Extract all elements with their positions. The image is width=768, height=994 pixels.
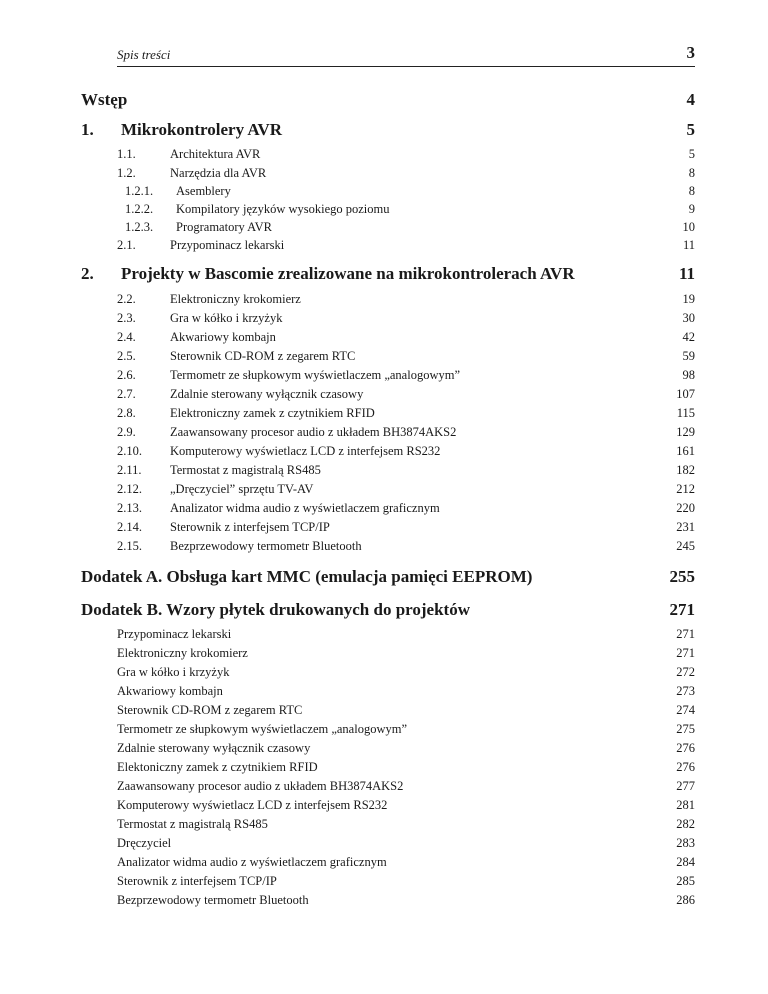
toc-entry[interactable]: 2.15. Bezprzewodowy termometr Bluetooth ..... 245: [117, 539, 695, 554]
toc-entry[interactable]: Sterownik CD-ROM z zegarem RTC ..... 274: [117, 703, 695, 718]
toc-entry[interactable]: Sterownik z interfejsem TCP/IP ..... 285: [117, 874, 695, 889]
toc-chapter-1[interactable]: 1. Mikrokontrolery AVR ..... 5: [81, 120, 695, 140]
toc-entry[interactable]: Termometr ze słupkowym wyświetlaczem „analogowym” ..... 275: [117, 722, 695, 737]
toc-entry[interactable]: Termostat z magistralą RS485 ..... 282: [117, 817, 695, 832]
toc-entry[interactable]: 1.2. Narzędzia dla AVR ..... 8: [117, 166, 695, 181]
toc-entry[interactable]: 1.2.3. Programatory AVR ..... 10: [125, 220, 695, 235]
toc-entry[interactable]: Elektroniczny krokomierz ..... 271: [117, 646, 695, 661]
toc-chapter-2[interactable]: 2. Projekty w Bascomie zrealizowane na mikrokontrolerach AVR ..... 11: [81, 264, 695, 284]
toc-entry[interactable]: 2.7. Zdalnie sterowany wyłącznik czasowy ..... 107: [117, 387, 695, 402]
toc-entry[interactable]: 2.11. Termostat z magistralą RS485 ..... 182: [117, 463, 695, 478]
toc-entry[interactable]: Analizator widma audio z wyświetlaczem graficznym ..... 284: [117, 855, 695, 870]
toc-entry[interactable]: 2.9. Zaawansowany procesor audio z układem BH3874AKS2 ..... 129: [117, 425, 695, 440]
toc-entry[interactable]: 1.2.1. Asemblery ..... 8: [125, 184, 695, 199]
toc-entry[interactable]: 1.2.2. Kompilatory języków wysokiego poziomu ..... 9: [125, 202, 695, 217]
toc-entry[interactable]: 2.1. Przypominacz lekarski ..... 11: [117, 238, 695, 253]
toc-entry-intro[interactable]: Wstęp ..... 4: [81, 90, 695, 110]
toc-entry[interactable]: 2.3. Gra w kółko i krzyżyk ..... 30: [117, 311, 695, 326]
toc-entry[interactable]: 2.14. Sterownik z interfejsem TCP/IP ..... 231: [117, 520, 695, 535]
toc-entry[interactable]: Gra w kółko i krzyżyk ..... 272: [117, 665, 695, 680]
toc-entry[interactable]: Dręczyciel ..... 283: [117, 836, 695, 851]
toc-entry[interactable]: 2.6. Termometr ze słupkowym wyświetlaczem „analogowym” ..... 98: [117, 368, 695, 383]
toc-entry[interactable]: Elektoniczny zamek z czytnikiem RFID ..... 276: [117, 760, 695, 775]
toc-entry[interactable]: 2.5. Sterownik CD-ROM z zegarem RTC ..... 59: [117, 349, 695, 364]
running-title: Spis treści: [117, 47, 171, 62]
toc-entry[interactable]: Bezprzewodowy termometr Bluetooth ..... 286: [117, 893, 695, 908]
toc-entry[interactable]: Komputerowy wyświetlacz LCD z interfejsem RS232 ..... 281: [117, 798, 695, 813]
toc-entry[interactable]: 2.13. Analizator widma audio z wyświetlaczem graficznym ..... 220: [117, 501, 695, 516]
toc-entry[interactable]: Zaawansowany procesor audio z układem BH3874AKS2 ..... 277: [117, 779, 695, 794]
toc-appendix-a[interactable]: Dodatek A. Obsługa kart MMC (emulacja pamięci EEPROM) ..... 255: [81, 567, 695, 587]
toc-entry[interactable]: 1.1. Architektura AVR ..... 5: [117, 147, 695, 162]
toc-appendix-b[interactable]: Dodatek B. Wzory płytek drukowanych do projektów ..... 271: [81, 600, 695, 620]
toc-entry[interactable]: 2.2. Elektroniczny krokomierz ..... 19: [117, 292, 695, 307]
toc-entry[interactable]: Przypominacz lekarski ..... 271: [117, 627, 695, 642]
toc-entry[interactable]: Akwariowy kombajn ..... 273: [117, 684, 695, 699]
toc-entry[interactable]: 2.4. Akwariowy kombajn ..... 42: [117, 330, 695, 345]
toc-entry[interactable]: 2.10. Komputerowy wyświetlacz LCD z interfejsem RS232 ..... 161: [117, 444, 695, 459]
toc-entry[interactable]: 2.12. „Dręczyciel” sprzętu TV-AV ..... 212: [117, 482, 695, 497]
toc-entry[interactable]: Zdalnie sterowany wyłącznik czasowy ..... 276: [117, 741, 695, 756]
page-header: [117, 44, 695, 67]
page-number: 3: [686, 43, 695, 62]
toc-entry[interactable]: 2.8. Elektroniczny zamek z czytnikiem RFID ..... 115: [117, 406, 695, 421]
